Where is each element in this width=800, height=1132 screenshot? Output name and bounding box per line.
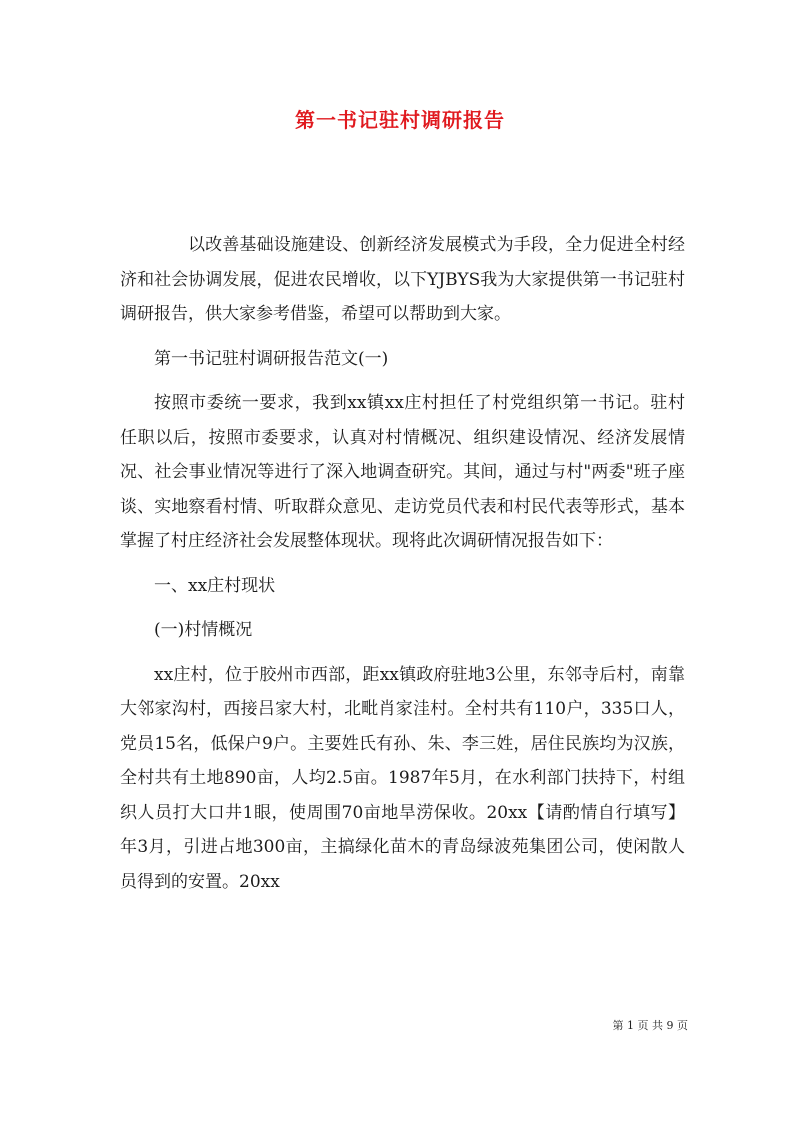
subsection-heading: (一)村情概况 <box>154 620 253 640</box>
section-heading: 一、xx庄村现状 <box>154 575 276 596</box>
document-body <box>120 228 685 909</box>
section-heading: 第一书记驻村调研报告范文(一) <box>154 348 389 369</box>
document-title: 第一书记驻村调研报告 <box>295 108 505 132</box>
body-paragraph: 按照市委统一要求，我到xx镇xx庄村担任了村党组织第一书记。驻村任职以后，按照市委要求，认真对村情概况、组织建设情况、经济发展情况、社会事业情况等进行了深入地调查研究。其间，通过与村"两委"班子座谈、实地察看村情、听取群众意见、走访党员代表和村民代表等形式，基本掌握了村庄经济社会发展整体现状。现将此次调研情况报告如下： <box>120 393 685 551</box>
body-paragraph: xx庄村，位于胶州市西部，距xx镇政府驻地3公里，东邻寺后村，南靠大邻家沟村，西接吕家大村，北毗肖家洼村。全村共有110户，335口人，党员15名，低保户9户。主要姓氏有孙、朱、李三姓，居住民族均为汉族，全村共有土地890亩，人均2.5亩。1987年5月，在水利部门扶持下，村组织人员打大口井1眼，使周围70亩地旱涝保收。20xx【请酌情自行填写】年3月，引进占地300亩，主搞绿化苗木的青岛绿波苑集团公司，使闲散人员得到的安置。20xx <box>120 664 685 892</box>
intro-paragraph: 以改善基础设施建设、创新经济发展模式为手段，全力促进全村经济和社会协调发展，促进农民增收，以下YJBYS我为大家提供第一书记驻村调研报告，供大家参考借鉴，希望可以帮助到大家。 <box>120 235 685 324</box>
page-number: 第 1 页 共 9 页 <box>612 1019 688 1032</box>
